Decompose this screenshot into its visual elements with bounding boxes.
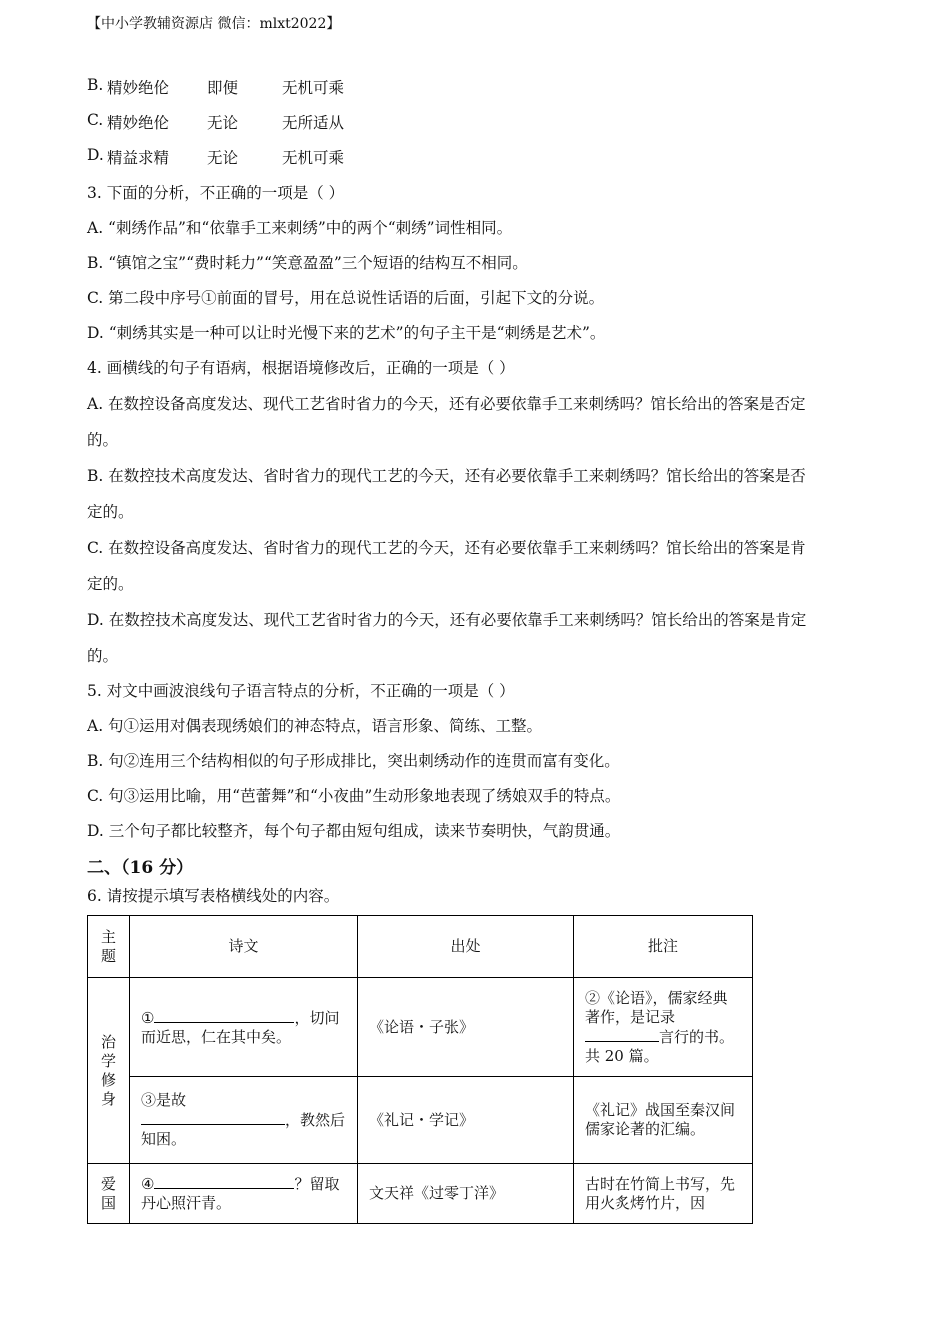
answer-blank[interactable] [154,1008,294,1023]
q5-option-a: A. 句①运用对偶表现绣娘们的神态特点，语言形象、简练、工整。 [87,717,543,735]
option-letter: C. [87,111,104,129]
q2-option-c [87,111,345,132]
q2-option-d [87,146,345,167]
q3-stem: 3. 下面的分析，不正确的一项是（ ） [87,184,345,202]
option-letter: D. [87,146,104,164]
note-cell: 《礼记》战国至秦汉间儒家论著的汇编。 [574,1077,753,1164]
option-word-2: 无论 [207,149,239,167]
header-poem: 诗文 [130,916,358,978]
q5-option-b: B. 句②连用三个结构相似的句子形成排比，突出刺绣动作的连贯而富有变化。 [87,752,620,770]
header-note: 批注 [574,916,753,978]
topic-cell-2: 爱国 [88,1164,130,1224]
q4-option-a-cont: 的。 [87,431,119,449]
source-cell: 文天祥《过零丁洋》 [358,1164,574,1224]
option-word-1: 精妙绝伦 [107,114,170,132]
q4-option-d: D. 在数控技术高度发达、现代工艺省时省力的今天，还有必要依靠手工来刺绣吗？馆长给出的答案是肯定 [87,611,807,629]
source-cell: 《论语・子张》 [358,978,574,1077]
q4-stem: 4. 画横线的句子有语病，根据语境修改后，正确的一项是（ ） [87,359,515,377]
q4-option-c: C. 在数控设备高度发达、省时省力的现代工艺的今天，还有必要依靠手工来刺绣吗？馆长给出的答案是肯 [87,539,806,557]
q3-option-b: B. “镇馆之宝”“费时耗力”“笑意盈盈”三个短语的结构互不相同。 [87,254,528,272]
q3-option-d: D. “刺绣其实是一种可以让时光慢下来的艺术”的句子主干是“刺绣是艺术”。 [87,324,606,342]
option-word-1: 精妙绝伦 [107,79,170,97]
source-cell: 《礼记・学记》 [358,1077,574,1164]
q4-option-b: B. 在数控技术高度发达、省时省力的现代工艺的今天，还有必要依靠手工来刺绣吗？馆长给出的答案是否 [87,467,806,485]
table-header-row [88,916,753,978]
option-word-3: 无机可乘 [282,79,345,97]
option-word-3: 无所适从 [282,114,345,132]
note-cell: ②《论语》，儒家经典著作，是记录言行的书。共 20 篇。 [574,978,753,1077]
option-word-1: 精益求精 [107,149,170,167]
answer-blank[interactable] [141,1110,285,1125]
option-letter: B. [87,76,104,94]
poem-cell: ③是故 ，教然后知困。 [130,1077,358,1164]
fill-in-table [87,915,753,1224]
q4-option-d-cont: 的。 [87,647,119,665]
q5-stem: 5. 对文中画波浪线句子语言特点的分析，不正确的一项是（ ） [87,682,515,700]
q5-option-d: D. 三个句子都比较整齐，每个句子都由短句组成，读来节奏明快，气韵贯通。 [87,822,621,840]
q4-option-a: A. 在数控设备高度发达、现代工艺省时省力的今天，还有必要依靠手工来刺绣吗？馆长给出的答案是否定 [87,395,806,413]
note-cell: 古时在竹简上书写，先用火炙烤竹片，因 [574,1164,753,1224]
q6-stem: 6. 请按提示填写表格横线处的内容。 [87,887,340,905]
page-header: 【中小学教辅资源店 微信：mlxt2022】 [87,16,341,32]
section-title: 二、（16 分） [87,858,194,878]
header-topic: 主题 [88,916,130,978]
q4-option-c-cont: 定的。 [87,575,134,593]
q4-option-b-cont: 定的。 [87,503,134,521]
answer-blank[interactable] [585,1027,659,1042]
table-row [88,1077,753,1164]
option-word-2: 即便 [207,79,239,97]
option-word-2: 无论 [207,114,239,132]
poem-cell: ① ，切问而近思，仁在其中矣。 [130,978,358,1077]
option-word-3: 无机可乘 [282,149,345,167]
poem-cell: ④ ？留取丹心照汗青。 [130,1164,358,1224]
topic-cell-1: 治学修身 [88,978,130,1164]
q5-option-c: C. 句③运用比喻，用“芭蕾舞”和“小夜曲”生动形象地表现了绣娘双手的特点。 [87,787,621,805]
table-row [88,1164,753,1224]
q2-option-b [87,76,345,97]
q3-option-c: C. 第二段中序号①前面的冒号，用在总说性话语的后面，引起下文的分说。 [87,289,605,307]
answer-blank[interactable] [154,1174,294,1189]
table-row [88,978,753,1077]
q3-option-a: A. “刺绣作品”和“依靠手工来刺绣”中的两个“刺绣”词性相同。 [87,219,513,237]
header-source: 出处 [358,916,574,978]
